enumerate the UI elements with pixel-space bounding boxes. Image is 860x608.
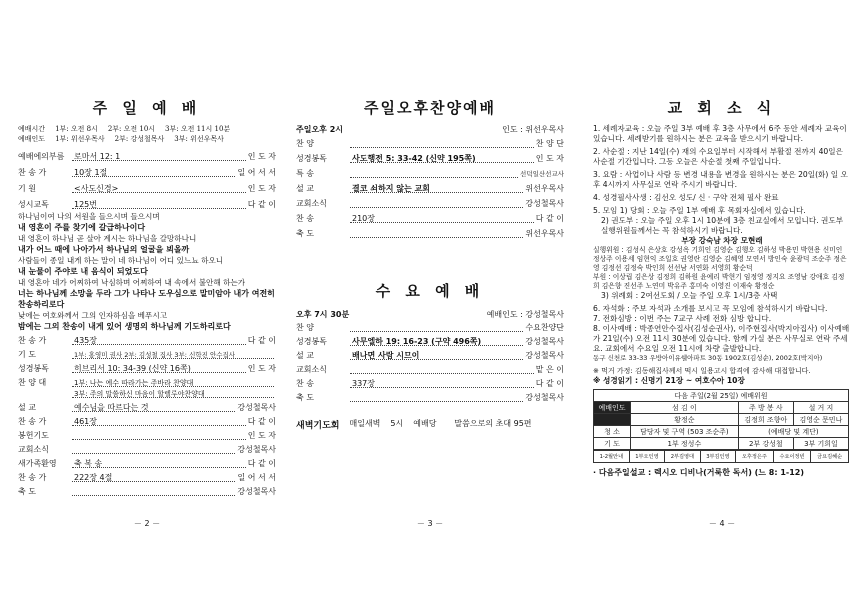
order-list-1 — [18, 152, 276, 211]
order-row: 찬 송 210장 다 같 이 — [296, 214, 564, 223]
order-row: 찬 양 수요찬양단 — [296, 323, 564, 332]
order-row: 찬 송 가 222장 4절 일 어 서 서 — [18, 473, 276, 482]
dawn-prayer: 새벽기도회 매일새벽 5시 예배당 말씀으로의 초대 95편 — [296, 419, 532, 431]
news-item: 동구 신천로 33-33 우방아이유쉘아파트 30동 1902호(김성순), 2002호(박지아) — [593, 354, 823, 362]
order-row: 축 도 강성철목사 — [296, 393, 564, 402]
order-row: 설 교 배나면 사람 시므이 강성철목사 — [296, 351, 564, 360]
order-row: 교회소식 강성철목사 — [296, 199, 564, 208]
order-row: 기 원 <사도신경> 인 도 자 — [18, 184, 276, 193]
news-item: 3) 위례회 : 2여선도회 / 오늘 주일 오후 1시/3층 사택 — [601, 291, 778, 300]
order-row: 설 교 예수님을 따르다는 것 강성철목사 — [18, 403, 276, 412]
page-3 — [296, 0, 564, 608]
order-list-2 — [18, 336, 276, 498]
order-row: 성경봉독 사도행전 5: 33-42 (신약 195쪽) 인 도 자 — [296, 154, 564, 163]
news-item: 6. 자석화 : 주보 자석과 소개를 보시고 꼭 모임에 참석하시기 바랍니다. — [593, 304, 828, 313]
table-row: 청 소 담당자 및 구역 (503 조순주) (예배당 및 계단) — [594, 426, 849, 438]
order-row: 성시교독 125번 다 같 이 — [18, 200, 276, 209]
wednesday-service-title: 수 요 예 배 — [375, 282, 485, 300]
news-item: ※ 성경읽기 : 신명기 21장 ~ 여호수아 10장 — [593, 376, 745, 385]
table-row: 예배인도 섬 김 이 주 방 봉 사 설 거 지 — [594, 402, 849, 414]
order-row: 교회소식 강성철목사 — [18, 445, 276, 454]
church-news-title: 교 회 소 식 — [667, 99, 777, 117]
order-row: 봉헌기도 인 도 자 — [18, 431, 276, 440]
news-item: ※ 먹거 가정: 김동해집사께서 떡시 일용고시 합격에 감사해 대접합니다. — [593, 367, 811, 375]
news-item: 7. 전화심방 : 이번 주는 7교구 사례 전화 심방 합니다. — [593, 314, 772, 323]
page-2 — [18, 0, 276, 608]
news-item: 실행위원 : 김성식 은상호 강성옥 기희인 김영순 김행오 김하성 박용민 박현용 신미인 정상주 이용세 임현익 조일호 권영란 김영순 김혜영 모연서 방인숙 윤광덕 조순주 정은영 김정선 김정숙 박인희 선선남 서연화 서영희 황순덕 — [593, 246, 847, 272]
news-item: 1. 세례자교육 : 오늘 주일 3부 예배 후 3층 사무에서 6주 동안 세례자 교육이 있습니다. 세례받기를 원하시는 분은 교육을 받으시기 바랍니다. — [593, 124, 847, 143]
news-item: 8. 이사예배 : 박종연안수집사(김성순권사), 이주현집사(박지아집사) 이사예배가 21일(수) 오전 11시 30분에 있습니다. 함께 가실 분은 사무실로 연락 주세요. 교회에서 수요일 오전 11시에 차량 출발합니다. — [593, 324, 850, 353]
order-row: 새가족환영 축 복 송 다 같 이 — [18, 459, 276, 468]
news-item: 4. 성경필사사생 : 김선오 성도/ 신 · 구약 전체 필사 완료 — [593, 193, 779, 202]
page-number: － 3 － — [416, 519, 444, 528]
news-list — [593, 124, 851, 386]
sunday-service-title: 주 일 예 배 — [92, 99, 202, 117]
next-sermon: · 다음주일설교 : 렉시오 디비나(거룩한 독서) (느 8: 1-12) — [593, 468, 805, 477]
afternoon-service-meta: 주일오후 2시 인도 : 위선우목사 — [296, 125, 564, 134]
service-preachers: 예배인도 1부: 위선우목사 2부: 강성철목사 3부: 위선우목사 — [18, 135, 224, 143]
news-item: 5. 모임 1) 당회 : 오늘 주일 1부 예배 후 목회자실에서 있습니다. — [593, 206, 806, 215]
order-row: 성경봉독 사무엘하 19: 16-23 (구약 496쪽) 강성철목사 — [296, 337, 564, 346]
order-row: 찬 송 가 435장 다 같 이 — [18, 336, 276, 345]
order-row: 설 교 결코 쇠하지 않는 교회 위선우목사 — [296, 184, 564, 193]
page-number: － 2 － — [133, 519, 161, 528]
order-row: 찬 송 가 461장 다 같 이 — [18, 417, 276, 426]
order-row: 특 송 선덕일산선교사 — [296, 169, 564, 178]
service-times: 예배시간 1부: 오전 8시 2부: 오전 10시 3부: 오전 11시 10분 — [18, 125, 231, 133]
page-number: － 4 － — [708, 519, 736, 528]
order-row: 3부: 주의 말씀하신 마음이 할렐루야찬양대 — [18, 389, 276, 400]
responsive-reading: 하나님이여 나의 서원을 들으시며 들으시며 내 영혼이 주를 찾기에 갈급하나이다 내 영혼이 하나님 곧 살아 계시는 하나님을 갈망하나니 내가 어느 때에 나아가서 하나님의 얼굴을 뵈올까 사람들이 종일 내게 하는 말이 네 하나님이 어디 있느뇨 하오니 내 눈물이 주야로 내 음식이 되었도다 내 영혼아 네가 어찌하여 낙심하며 어찌하여 내 속에서 불안해 하는가 너는 하나님께 소망을 두라 그가 나타나 도우심으로 말미암아 내가 여전히 찬송하리로다 낮에는 여호와께서 그의 인자하심을 베푸시고 밤에는 그의 찬송이 내게 있어 생명의 하나님께 기도하리로다 — [18, 212, 275, 331]
order-row: 기 도 1부: 홍영미 권사 2부: 김성철 집사 3부: 신학진 안수집사 — [18, 350, 276, 361]
order-row: 찬 양 대 1부: 나는 예수 따라가는 주바라 찬양대 — [18, 378, 276, 389]
wednesday-service-meta: 오후 7시 30분 예배인도 : 강성철목사 — [296, 310, 564, 319]
next-week-table — [593, 389, 851, 463]
news-item: 3. 요람 : 사업이나 사람 등 변경 내용을 변경을 원하시는 분은 20일(화) 일 오후 4시까지 사무실로 연락 주시기 바랍니다. — [593, 170, 848, 189]
order-row: 축 도 강성철목사 — [18, 487, 276, 496]
news-item: 부장 강숙남 차장 모현래 — [681, 236, 763, 245]
order-row: 교회소식 맡 은 이 — [296, 365, 564, 374]
table-title: 다음 주일(2월 25일) 예배위원 — [594, 390, 849, 402]
afternoon-order — [296, 139, 564, 240]
wednesday-order — [296, 323, 564, 404]
order-row: 축 도 위선우목사 — [296, 229, 564, 238]
order-row: 찬 송 337장 다 같 이 — [296, 379, 564, 388]
table-row: 기 도 1부 정성수 2부 강성철 3부 기희일 — [594, 438, 849, 450]
order-row: 찬 송 가 10장 1절 일 어 서 서 — [18, 168, 276, 177]
news-item: 부원 : 이상립 김은상 김정희 김하원 윤예리 박현기 임정영 정지요 조영남 강애호 김정희 김은향 진선주 노연미 박유주 홍미숙 이영진 이재숙 황정순 — [593, 273, 845, 290]
order-row: 성경봉독 히브리서 10: 34-39 (신약 16쪽) 인 도 자 — [18, 364, 276, 373]
table-row: 황정순 김정희 조향아 김영순 문민나 — [594, 414, 849, 426]
table-row: 1-2월안내 1부오인영 2부김영대 3부김인영 오후정은주 수요이정빈 금요김혜순 — [594, 451, 849, 463]
order-row: 찬 양 찬 양 단 — [296, 139, 564, 148]
news-item: 2. 사순절 : 지난 14일(수) 재의 수요일부터 시작해서 부활절 전까지 40일은 사순절 기간입니다. 그동 오늘은 사순절 첫째 주일입니다. — [593, 147, 843, 166]
order-row: 예배에의부름 로마서 12: 1 인 도 자 — [18, 152, 276, 161]
page-4 — [593, 0, 851, 608]
news-item: 2) 권도부 : 오늘 주일 오후 1시 10분에 3층 친교실에서 모입니다. 권도부 실행위원들께서는 꼭 참석하시기 바랍니다. — [601, 216, 844, 235]
afternoon-service-title: 주일오후찬양예배 — [364, 99, 496, 117]
